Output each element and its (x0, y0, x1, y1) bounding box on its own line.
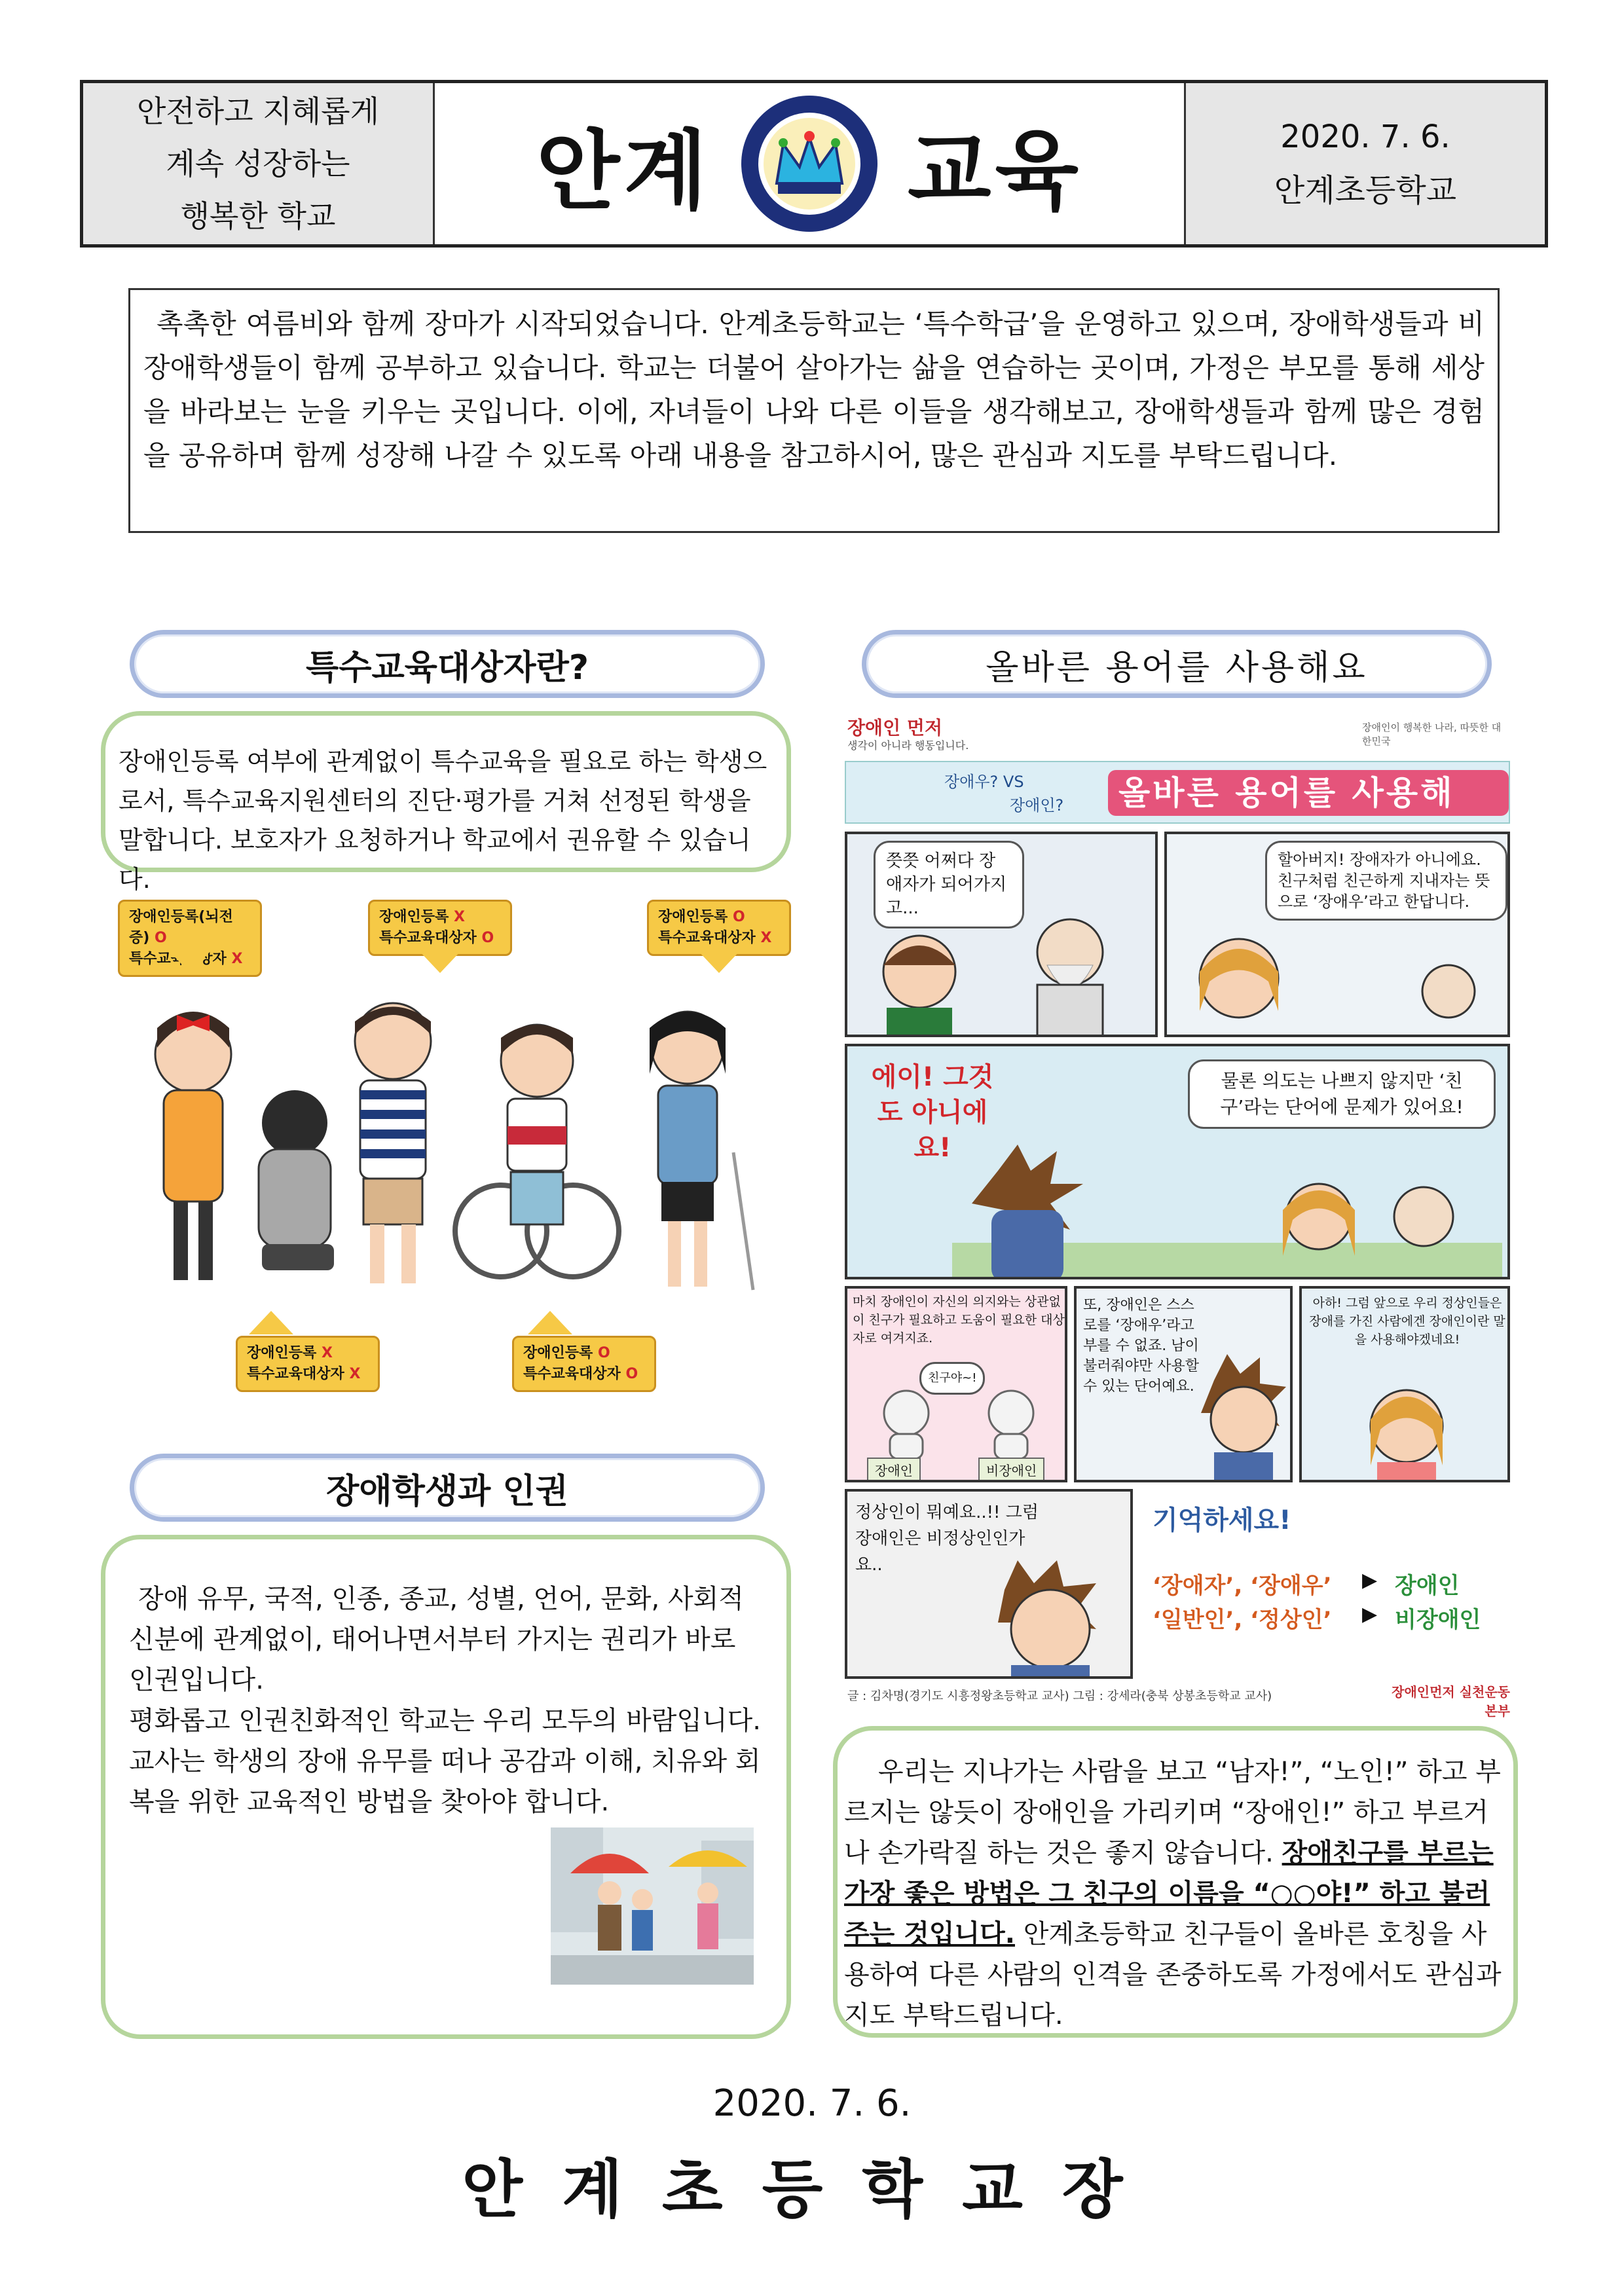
comic-question-2: 장애인? (1010, 796, 1064, 815)
panel-4-label-disabled: 장애인 (867, 1458, 921, 1482)
comic-question-1: 장애우? VS (944, 773, 1024, 791)
panel-2-speech: 할아버지! 장애자가 아니에요. 친구처럼 친근하게 지내자는 뜻으로 ‘장애우’라고 한답니다. (1265, 841, 1507, 921)
arrow-down-icon (697, 949, 741, 973)
panel-4-bubble: 친구야~! (919, 1362, 985, 1395)
correct-terms-comic (845, 711, 1513, 1719)
panel-5-text: 또, 장애인은 스스로를 ‘장애우’라고 부를 수 없죠. 남이 불러줘야만 사용할 수 있는 단어예요. (1083, 1297, 1200, 1395)
panel-1-speech: 쯧쯧 어쩌다 장애자가 되어가지고... (874, 841, 1024, 928)
comic-banner-title: 올바른 용어를 사용해 ! (1108, 770, 1509, 816)
comic-credit: 글 : 김차명(경기도 시흥정왕초등학교 교사) 그림 : 강세라(충북 상봉초등학교 교사) (847, 1689, 1272, 1703)
girl-smiling-illustration (1341, 1367, 1472, 1482)
issue-date: 2020. 7. 6. (1280, 119, 1450, 155)
comic-panel-1 (845, 832, 1158, 1037)
remember-old-terms-1: ‘장애자’, ‘장애우’ (1153, 1573, 1332, 1599)
boy-thinking-illustration (1194, 1354, 1293, 1482)
section-title-text: 올바른 용어를 사용해요 (986, 648, 1368, 688)
triangle-right-icon: ▶ (1362, 1569, 1378, 1592)
triangle-right-icon: ▶ (1362, 1603, 1378, 1626)
human-rights-paragraph-2: 평화롭고 인권친화적인 학교는 우리 모두의 바람입니다. 교사는 학생의 장애 유무를 떠나 공감과 이해, 치유와 회복을 위한 교육적인 방법을 찾아야 합니다. (129, 1706, 762, 1817)
comic-panel-2 (1164, 832, 1510, 1037)
human-rights-box (101, 1535, 791, 2039)
tag-student-3: 장애인등록 O 특수교육대상자 X (647, 900, 791, 956)
tag-student-2: 장애인등록 X 특수교육대상자 O (368, 900, 512, 956)
arrow-up-icon (249, 1311, 293, 1334)
grandfather-and-boy-illustration (860, 913, 1149, 1037)
panel-6-text: 아하! 그럼 앞으로 우리 정상인들은 장애를 가진 사람에겐 장애인이란 말을 사용해야겠네요! (1309, 1296, 1505, 1347)
school-name: 안계초등학교 (1274, 172, 1457, 209)
remember-new-term-1: 장애인 (1395, 1573, 1460, 1599)
issue-info (1184, 83, 1545, 244)
comic-brand-sub: 생각이 아니라 행동입니다. (847, 739, 969, 752)
motto-line-1: 안전하고 지혜롭게 (136, 94, 380, 129)
calling-names-emphasis: 장애친구를 부르는 가장 좋은 방법은 그 친구의 이름을 “○○야!” 하고 불러주는 것입니다. (844, 1838, 1494, 1949)
section-title-human-rights (130, 1454, 765, 1522)
panel-3-exclaim: 에이! 그것도 아니에요! (871, 1062, 994, 1163)
calling-names-text (844, 1752, 1507, 2036)
newsletter-title (435, 83, 1184, 244)
rainy-day-illustration (551, 1827, 754, 1985)
comic-panel-3 (845, 1044, 1510, 1279)
panel-4-text: 마치 장애인이 자신의 의지와는 상관없이 친구가 필요하고 도움이 필요한 대상자로 여겨지죠. (853, 1294, 1065, 1346)
panel-3-speech: 물론 의도는 나쁘지 않지만 ‘친구’라는 단어에 문제가 있어요! (1188, 1059, 1496, 1129)
section-title-text: 특수교육대상자란? (305, 648, 589, 688)
intro-text: 촉촉한 여름비와 함께 장마가 시작되었습니다. 안계초등학교는 ‘특수학급’을 운영하고 있으며, 장애학생들과 비장애학생들이 함께 공부하고 있습니다. 학교는 더불어 살아가는 삶을 연습하는 곳이며, 가정은 부모를 통해 세상을 바라보는 눈을 키우는 곳입니다. 이에, 자녀들이 나와 다른 이들을 생각해보고, 장애학생들과 함께 많은 경험을 공유하며 함께 성장해 나갈 수 있도록 아래 내용을 참고하시어, 많은 관심과 지도를 부탁드립니다. (143, 308, 1485, 471)
girl-explaining-illustration (1173, 919, 1507, 1037)
wheelchair-boy-figure (455, 1025, 619, 1277)
calling-names-part-1: 우리는 지나가는 사람을 보고 “남자!”, “노인!” 하고 부르지는 않듯이 장애인을 가리키며 “장애인!” 하고 부르거나 손가락질 하는 것은 좋지 않습니다. (844, 1757, 1501, 1868)
section-title-text: 장애학생과 인권 (326, 1471, 568, 1511)
intro-box (128, 288, 1500, 533)
remember-title: 기억하세요! (1153, 1505, 1291, 1535)
header-table (80, 80, 1548, 248)
calling-names-part-2: 안계초등학교 친구들이 올바른 호칭을 사용하여 다른 사람의 인격을 존중하도록 가정에서도 관심과 지도 부탁드립니다. (844, 1919, 1502, 2030)
remember-old-terms-2: ‘일반인’, ‘정상인’ (1153, 1607, 1332, 1633)
sad-boy-illustration (972, 1557, 1129, 1679)
footer-date: 2020. 7. 6. (712, 2082, 912, 2125)
comic-brand: 장애인 먼저 (847, 717, 942, 739)
section-title-correct-terms (862, 630, 1492, 698)
children-figures (111, 982, 805, 1310)
boy-pointing-illustration (952, 1145, 1502, 1279)
motto-line-2: 계속 성장하는 (166, 146, 350, 181)
remember-box (1139, 1489, 1510, 1679)
remember-new-term-2: 비장애인 (1395, 1607, 1481, 1633)
comic-panel-7 (845, 1489, 1133, 1679)
girl-figure (155, 1012, 231, 1280)
human-rights-paragraph-1: 장애 유무, 국적, 인종, 종교, 성별, 언어, 문화, 사회적 신분에 관계없이, 태어나면서부터 가지는 권리가 바로 인권입니다. (129, 1584, 744, 1695)
definition-text: 장애인등록 여부에 관계없이 특수교육을 필요로 하는 학생으로서, 특수교육지원센터의 진단·평가를 거쳐 선정된 학생을 말합니다. 보호자가 요청하거나 학교에서 권유할 수 있습니다. (119, 747, 767, 894)
motto-line-3: 행복한 학교 (180, 198, 336, 234)
arrow-down-icon (418, 949, 462, 973)
title-right: 교육 (908, 120, 1083, 222)
comic-logo: 장애인먼저 실천운동본부 (1392, 1684, 1510, 1719)
arrow-up-icon (528, 1311, 572, 1334)
special-education-definition-box (101, 711, 791, 894)
panel-7-text: 정상인이 뭐예요..!! 그럼 장애인은 비정상인인가요.. (855, 1503, 1039, 1575)
comic-banner (845, 761, 1510, 858)
comic-panel-6 (1299, 1286, 1510, 1482)
tag-student-5: 장애인등록 O 특수교육대상자 O (512, 1336, 656, 1392)
comic-panel-4 (845, 1286, 1067, 1482)
students-illustration (111, 897, 805, 1414)
arrow-down-icon (168, 949, 212, 973)
tag-student-4: 장애인등록 X 특수교육대상자 X (236, 1336, 380, 1392)
principal-signature: 안계초등학교장 (462, 2152, 1162, 2226)
comic-panel-5 (1074, 1286, 1293, 1482)
panel-4-label-nondisabled: 비장애인 (978, 1458, 1044, 1482)
school-emblem-icon (737, 92, 881, 236)
girl-with-cane-figure (650, 1012, 753, 1290)
tag-student-1: 장애인등록(뇌전증) O 특수교육대상자 X (118, 900, 262, 977)
school-motto (83, 83, 435, 244)
two-figures-illustration (860, 1387, 1057, 1459)
section-title-special-education (130, 630, 765, 698)
crouching-boy-figure (259, 1090, 334, 1270)
title-left: 안계 (536, 120, 711, 222)
comic-slogan: 장애인이 행복한 나라, 따뜻한 대한민국 (1362, 722, 1502, 747)
striped-boy-figure (355, 1003, 431, 1283)
calling-names-box (833, 1726, 1518, 2038)
